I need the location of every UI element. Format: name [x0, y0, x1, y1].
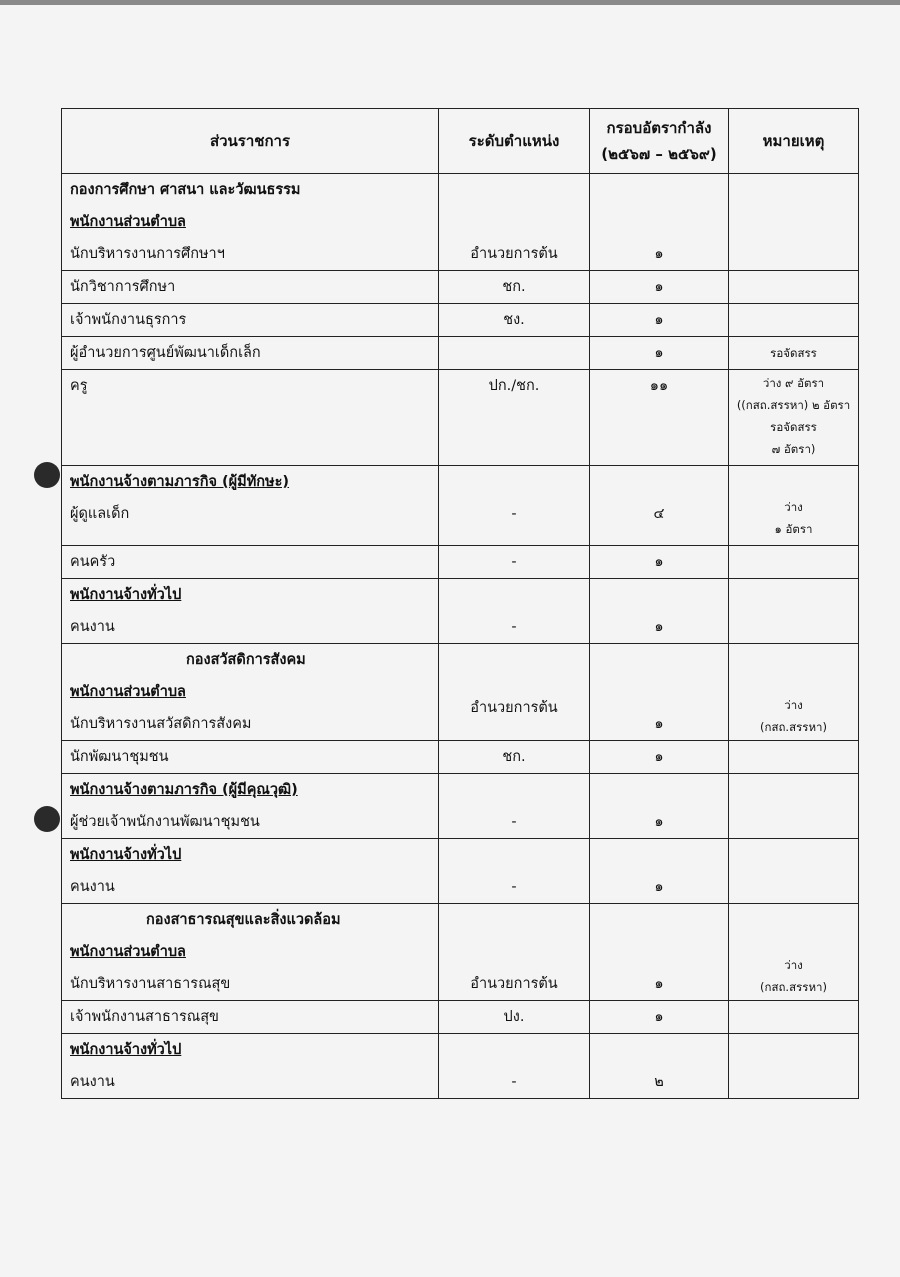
table-row: [62, 466, 859, 546]
header-remark: หมายเหตุ: [729, 109, 859, 174]
table-row: [62, 304, 859, 337]
table-row: [62, 370, 859, 466]
remark-note: (กสถ.สรรหา): [760, 980, 827, 994]
position-name: ครู: [70, 378, 88, 394]
header-quota: [590, 109, 729, 174]
table-row: [62, 774, 859, 839]
position-qty: ๑: [654, 1009, 664, 1025]
position-name: เจ้าพนักงานสาธารณสุข: [70, 1009, 219, 1025]
table-row: [62, 1034, 859, 1099]
table-row: [62, 546, 859, 579]
position-qty: ๑: [654, 619, 664, 635]
subsection-title: พนักงานส่วนตำบล: [70, 214, 186, 230]
remark-note: ((กสถ.สรรหา) ๒ อัตรา: [736, 398, 851, 412]
table-row: [62, 337, 859, 370]
staffing-table: [61, 108, 859, 1099]
position-qty: ๑: [654, 279, 664, 295]
position-level: -: [511, 1074, 517, 1090]
position-level: -: [511, 879, 517, 895]
table-row: [62, 741, 859, 774]
subsection-title: พนักงานจ้างตามภารกิจ (ผู้มีคุณวุฒิ): [70, 782, 298, 798]
table-row: [62, 271, 859, 304]
position-qty: ๑๑: [649, 378, 669, 394]
remark-note: รอจัดสรร: [770, 420, 817, 434]
position-qty: ๑: [654, 976, 664, 992]
position-name: คนงาน: [70, 619, 115, 635]
table-row: [62, 904, 859, 1001]
position-name: นักวิชาการศึกษา: [70, 279, 176, 295]
header-quota-line1: กรอบอัตรากำลัง: [606, 119, 712, 137]
remark-note: (กสถ.สรรหา): [760, 720, 827, 734]
punch-hole: [34, 806, 60, 832]
subsection-title: พนักงานจ้างตามภารกิจ (ผู้มีทักษะ): [70, 474, 290, 490]
position-name: นักบริหารงานสวัสดิการสังคม: [70, 716, 252, 732]
section-title: กองการศึกษา ศาสนา และวัฒนธรรม: [70, 182, 301, 198]
position-qty: ๑: [654, 554, 664, 570]
position-qty: ๑: [654, 749, 664, 765]
remark-note: ๗ อัตรา): [771, 442, 816, 456]
position-qty: ๑: [654, 312, 664, 328]
remark-note: ว่าง: [784, 500, 803, 514]
subsection-title: พนักงานจ้างทั่วไป: [70, 847, 182, 863]
subsection-title: พนักงานจ้างทั่วไป: [70, 587, 182, 603]
table-row: [62, 1001, 859, 1034]
remark-note: ว่าง ๙ อัตรา: [762, 376, 825, 390]
remark-note: ๑ อัตรา: [774, 522, 813, 536]
subsection-title: พนักงานส่วนตำบล: [70, 684, 186, 700]
position-name: คนงาน: [70, 1074, 115, 1090]
position-qty: ๑: [654, 246, 664, 262]
position-level: -: [511, 619, 517, 635]
position-name: ผู้อำนวยการศูนย์พัฒนาเด็กเล็ก: [70, 345, 261, 361]
position-qty: ๑: [654, 879, 664, 895]
position-level: -: [511, 814, 517, 830]
header-quota-line2: (๒๕๖๗ – ๒๕๖๙): [601, 145, 717, 163]
table-row: [62, 644, 859, 741]
position-name: คนครัว: [70, 554, 116, 570]
position-name: ผู้ดูแลเด็ก: [70, 506, 130, 522]
position-level: ชก.: [502, 749, 526, 765]
position-name: นักบริหารงานการศึกษาฯ: [70, 246, 225, 262]
table-row: [62, 839, 859, 904]
subsection-title: พนักงานส่วนตำบล: [70, 944, 186, 960]
subsection-title: พนักงานจ้างทั่วไป: [70, 1042, 182, 1058]
section-title: กองสาธารณสุขและสิ่งแวดล้อม: [146, 912, 341, 928]
position-level: ชก.: [502, 279, 526, 295]
position-qty: ๑: [654, 716, 664, 732]
position-qty: ๒: [654, 1074, 664, 1090]
table-row: [62, 174, 859, 271]
position-level: อำนวยการต้น: [470, 976, 558, 992]
position-qty: ๑: [654, 345, 664, 361]
position-name: ผู้ช่วยเจ้าพนักงานพัฒนาชุมชน: [70, 814, 260, 830]
position-name: นักบริหารงานสาธารณสุข: [70, 976, 231, 992]
header-dept: ส่วนราชการ: [62, 109, 439, 174]
table-row: [62, 579, 859, 644]
position-level: ชง.: [503, 312, 525, 328]
remark-note: รอจัดสรร: [770, 346, 817, 360]
header-level: ระดับตำแหน่ง: [439, 109, 590, 174]
position-name: เจ้าพนักงานธุรการ: [70, 312, 187, 328]
position-name: นักพัฒนาชุมชน: [70, 749, 169, 765]
position-name: คนงาน: [70, 879, 115, 895]
position-level: ปก./ชก.: [488, 378, 540, 394]
header-row: [62, 109, 859, 174]
position-level: อำนวยการต้น: [470, 700, 558, 716]
position-level: ปง.: [503, 1009, 525, 1025]
punch-hole: [34, 462, 60, 488]
position-level: -: [511, 506, 517, 522]
remark-note: ว่าง: [784, 958, 803, 972]
section-title: กองสวัสดิการสังคม: [186, 652, 306, 668]
position-level: อำนวยการต้น: [470, 246, 558, 262]
position-qty: ๔: [653, 506, 665, 522]
scan-top-edge: [0, 0, 900, 5]
remark-note: ว่าง: [784, 698, 803, 712]
position-qty: ๑: [654, 814, 664, 830]
position-level: -: [511, 554, 517, 570]
